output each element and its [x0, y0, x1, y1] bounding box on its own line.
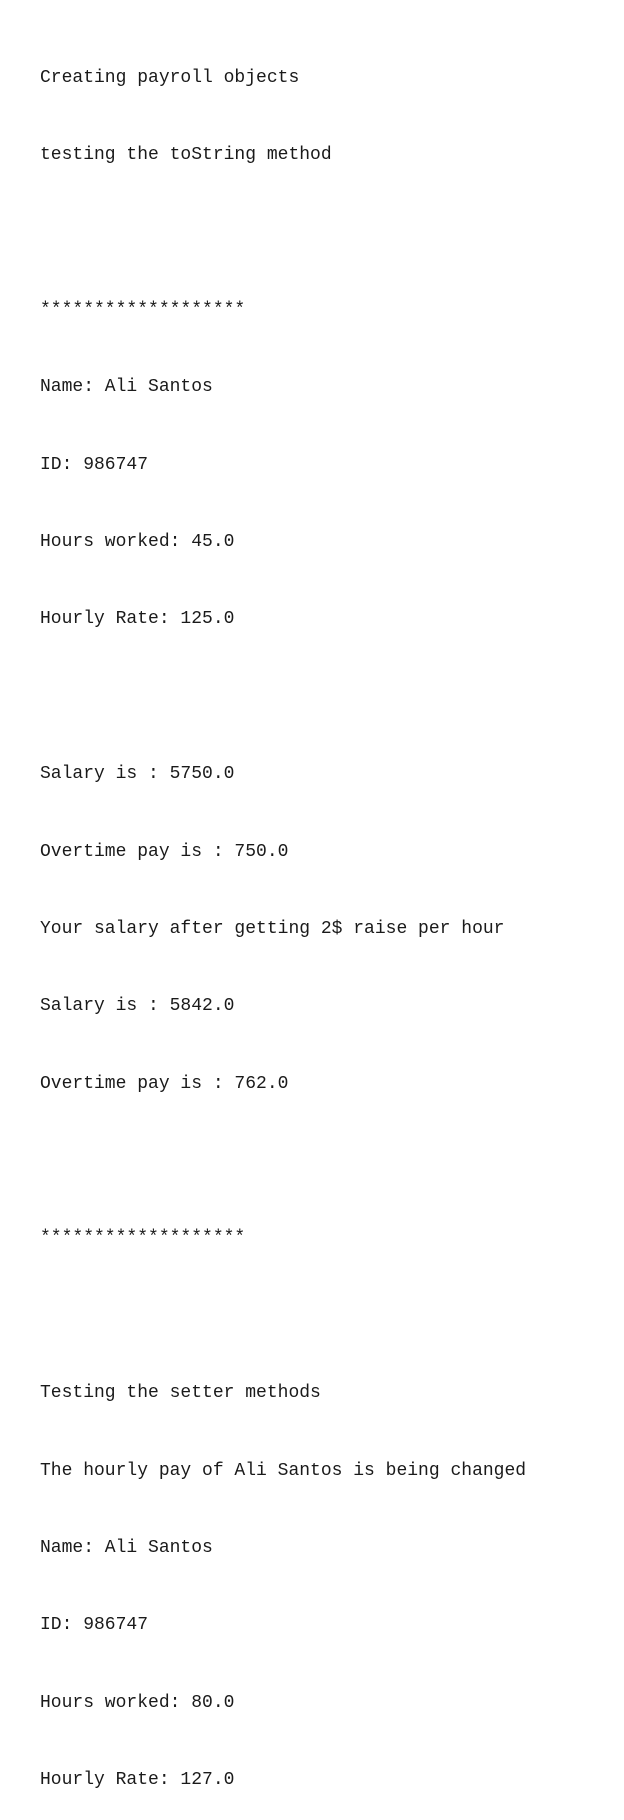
console-line: Creating payroll objects: [40, 67, 300, 88]
console-blank-line: [40, 1149, 620, 1175]
console-blank-line: [40, 685, 620, 711]
console-line: Hours worked: 45.0: [40, 531, 235, 552]
console-line: Your salary after getting 2$ raise per hour: [40, 918, 505, 939]
console-blank-line: [40, 1304, 620, 1330]
console-line: Salary is : 5750.0: [40, 764, 235, 785]
console-line: Overtime pay is : 750.0: [40, 841, 289, 862]
console-line: ID: 986747: [40, 1615, 149, 1636]
console-blank-line: [40, 220, 620, 246]
console-line: testing the toString method: [40, 144, 332, 165]
console-line: ID: 986747: [40, 454, 149, 475]
separator-line: *******************: [40, 1228, 246, 1249]
separator-line: *******************: [40, 299, 246, 320]
console-output: [40, 14, 620, 1820]
console-line: The hourly pay of Ali Santos is being changed: [40, 1460, 527, 1481]
console-line: Testing the setter methods: [40, 1383, 321, 1404]
console-line: Hourly Rate: 125.0: [40, 609, 235, 630]
console-line: Name: Ali Santos: [40, 1538, 213, 1559]
console-line: Name: Ali Santos: [40, 377, 213, 398]
console-line: Hourly Rate: 127.0: [40, 1770, 235, 1791]
console-line: Salary is : 5842.0: [40, 996, 235, 1017]
console-line: Overtime pay is : 762.0: [40, 1073, 289, 1094]
console-line: Hours worked: 80.0: [40, 1692, 235, 1713]
